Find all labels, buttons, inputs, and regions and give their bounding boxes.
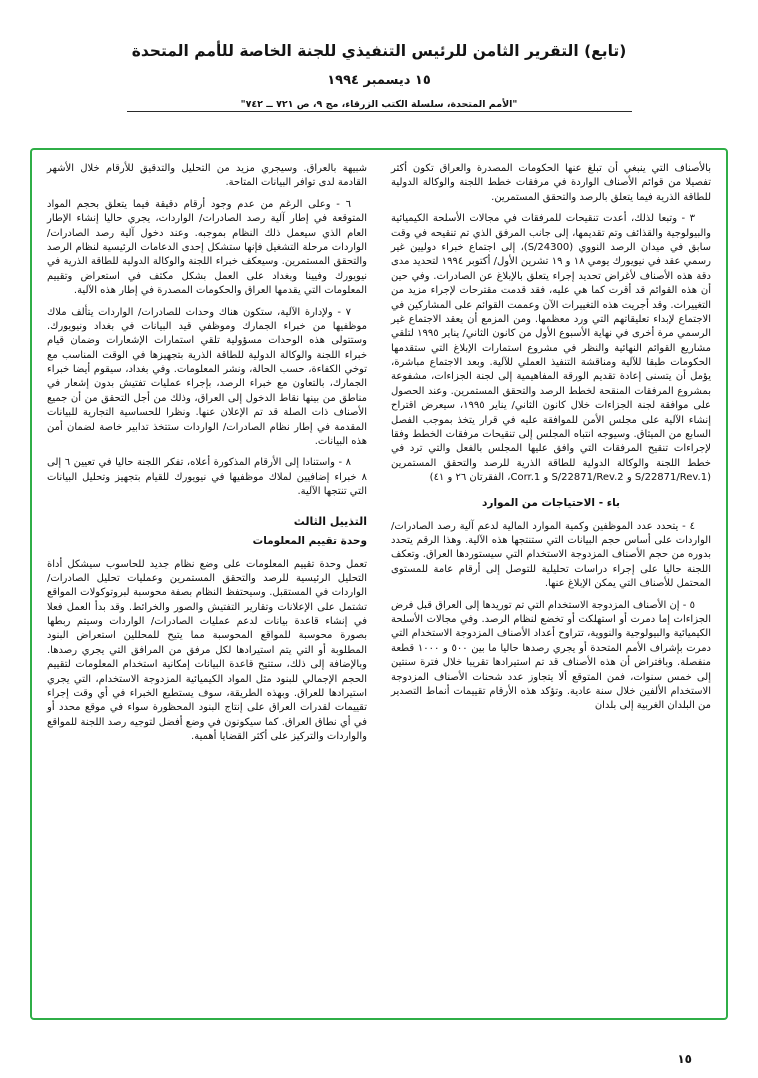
document-source-citation: "الأمم المتحدة، سلسلة الكتب الزرقاء، مج ٩، ص ٧٢١ ــ ٧٤٢" xyxy=(240,99,518,110)
paragraph-continuation-left: شبيهة بالعراق. وسيجري مزيد من التحليل والتدقيق للأرقام خلال الأشهر القادمة لدى توافر البيانات المتاحة. xyxy=(47,163,367,189)
paragraph-8: ٨ - واستنادا إلى الأرقام المذكورة أعلاه، تفكر اللجنة حاليا في تعيين ٦ إلى ٨ خبراء إضافيين لملاك موظفيها في نيويورك للقيام بتجهيز وتحليل البيانات التي تنتجها الآلية. xyxy=(47,457,367,498)
right-column xyxy=(391,162,711,1008)
paragraph-3: ٣ - وتبعا لذلك، أعدت تنقيحات للمرفقات في مجالات الأسلحة الكيميائية والبيولوجية والقذائف وتم تقديمها، إلى جانب المرفق الذي تم تنقيحه في وقت سابق في ميدان الرصد النووي (S/24300)، إلى اجتماع خبراء دوليين غير رسمي عقد في نيويورك يومي ١٨ و ١٩ تشرين الأول/ أكتوبر ١٩٩٤ لتحديد مدى دقة هذه الأصناف لأغراض تحديد إجراء يتعلق بالإبلاغ عن الصادرات. وفي حين أن هذه القوائم قد أقرت كما هي عليه، فقد قدمت مقترحات لإجراء مزيد من التغييرات. وقد أجريت هذه التغييرات الآن وعممت القوائم على المشاركين في الاجتماع لإبداء تعليقاتهم التي ورد معظمها. ومن المزمع أن يعقد الاجتماع غير الرسمي مرة أخرى في نهاية الأسبوع الأول من كانون الثاني/ يناير ١٩٩٥ لتلقي مشاريع القوائم النهائية والنظر في مشروع استمارات الإبلاغ التي ستقدمها الحكومات طبقا للآلية ومناقشة التنفيذ العملي للآلية. وبعد الاجتماع مباشرة، يؤمل أن يتسنى إعادة تقديم الورقة المفاهيمية إلى لجنة الجزاءات، مشفوعة بمشروع المرفقات المنقحة لخطط الرصد والتحقق المستمرين. وعند الحصول على موافقة لجنة الجزاءات خلال كانون الثاني/ يناير ١٩٩٥، سيعرض اقتراح إنشاء الآلية على مجلس الأمن للموافقة عليه في قرار يتخذ بموجب الفصل السابع من الميثاق. وسيوجه انتباه المجلس إلى تنقيحات مرفقات الخطط وفقا لإجراءات تنقيح المرفقات التي وافق عليها المجلس بالفعل والتي ترد في خطط اللجنة والوكالة الدولية للطاقة الذرية للرصد والتحقق المستمرين (S/22871/Rev.1 و S/22871/Rev.2 و Corr.1، الفقرتان ٢٦ و ٤١) xyxy=(391,213,711,484)
paragraph-unit: تعمل وحدة تقييم المعلومات على وضع نظام جديد للحاسوب سيشكل أداة التحليل الرئيسية للرصد والتحقق المستمرين وعمليات تحليل الصادرات/ الواردات في المستقبل. وسيحتفظ النظام بصفة محوسبة لبروتوكولات المواقع تشتمل على الإعلانات وتقارير التفتيش والصور والخرائط. وقد بدأ العمل فعلا في إنشاء قاعدة بيانات لدعم عمليات الصادرات/ الواردات وسيتم ربطها بصورة محوسبة للمواقع المحوسبة مما يتيح للمحللين استعراض البنود المطلوبة أو التي يتم استيرادها لكل مرفق من المرافق التي يجري رصدها. وبالإضافة إلى ذلك، ستتيح قاعدة البيانات إمكانية استخدام المعلومات لتقييم الحجم الإجمالي للبنود مثل المواد الكيميائية المزدوجة الاستخدام، التي يجري استيرادها للعراق. وبهذه الطريقة، سوف يستطيع الخبراء في أي وقت إجراء تقييمات لقدرات العراق على إنتاج البنود المحظورة سواء في موقع محدد أو في أي نطاق العراق. كما سيكونون في وضع أفضل لتوجيه رصد اللجنة للمواقع والواردات والتركيز على أكثر القضايا أهمية. xyxy=(47,558,367,743)
left-column xyxy=(47,162,367,1008)
section-b-heading: باء - الاحتياجات من الموارد xyxy=(482,496,620,509)
document-header xyxy=(0,0,758,112)
paragraph-continuation-right: بالأصناف التي ينبغي أن تبلغ عنها الحكومات المصدرة والعراق تكون أكثر تفصيلا من قوائم الأصناف الواردة في مرفقات خطط اللجنة والوكالة الدولية للطاقة الذرية فيما يتعلق بالرصد والتحقق المستمرين. xyxy=(391,163,711,203)
paragraph-6: ٦ - وعلى الرغم من عدم وجود أرقام دقيقة فيما يتعلق بحجم المواد المتوقعة في إطار آلية رصد الصادرات/ الواردات، يجري حاليا إنشاء الإطار العام الذي سيعمل ذلك النظام بموجبه. وعند دخول آلية رصد الصادرات/ الواردات مرحلة التشغيل فإنها ستشكل إحدى الدعامات الرئيسية لنظام الرصد والتحقق المستمرين. وسيعكف خبراء اللجنة والوكالة الدولية للطاقة الذرية في نيويورك وفيينا وبغداد على العمل بشكل مكثف في استعراض وتقييم المعلومات التي يقدمها العراق والحكومات المصدرة في إطار هذه الآلية. xyxy=(47,198,367,297)
document-date: ١٥ ديسمبر ١٩٩٤ xyxy=(327,73,431,88)
appendix-three-heading: التذييل الثالث xyxy=(293,514,367,528)
page-number: ١٥ xyxy=(677,1052,692,1066)
information-assessment-unit-heading: وحدة تقييم المعلومات xyxy=(252,535,367,548)
document-title: (تابع) التقرير الثامن للرئيس التنفيذي للجنة الخاصة للأمم المتحدة xyxy=(131,42,627,60)
paragraph-7: ٧ - ولإدارة الآلية، ستكون هناك وحدات للصادرات/ الواردات يتألف ملاك موظفيها من خبراء الجمارك وموظفي قيد البيانات في بغداد ونيويورك. وستتولى هذه الوحدات مسؤولية تلقي استمارات الإشعارات وضمان قيام خبراء اللجنة والوكالة الدولية للطاقة الذرية بتجهيزها في الوقت المناسب مع توخي الكفاءة، حسب الحالة، ونشر المعلومات. وفي بغداد، سيقوم أيضا خبراء الجمارك، بالتعاون مع خبراء الرصد، بإجراء عمليات تفتيش بدون إشعار في مناطق من بينها نقاط الدخول إلى العراق، وذلك من أجل التحقق من أن جميع الأصناف ذات الصلة قد تم الإعلان عنها. ونظرا للحساسية التجارية للبيانات المقدمة في إطار نظام الصادرات/ الواردات ستتخذ تدابير خاصة لضمان أمن هذه البيانات. xyxy=(47,306,367,448)
paragraph-4: ٤ - يتحدد عدد الموظفين وكمية الموارد المالية لدعم آلية رصد الصادرات/ الواردات على أساس حجم البيانات التي ستنتجها هذه الآلية. وهذا الرقم يتحدد بدوره من حجم الأصناف المزدوجة الاستخدام التي سيستوردها العراق. وتعكف اللجنة حاليا على إجراء دراسات تحليلية للتوصل إلى أرقام عامة للمستوى المحتمل للأصناف التي يمكن الإبلاغ عنها. xyxy=(391,520,711,590)
content-box xyxy=(30,148,728,1020)
header-rule xyxy=(127,111,632,112)
paragraph-5: ٥ - إن الأصناف المزدوجة الاستخدام التي تم توريدها إلى العراق قبل فرض الجزاءات إما دمرت أو استهلكت أو تخضع لنظام الرصد. وفي مجالات الأسلحة الكيميائية والبيولوجية والنووية، تتراوح أعداد الأصناف المزدوجة الاستخدام التي دمرت بإشراف الأمم المتحدة أو يجري رصدها حاليا ما بين ٥٠٠ و ١٠٠٠ قطعة منفصلة. وبافتراض أن هذه الأصناف قد تم استيرادها تقريبا خلال فترة سنتين إلى خمس سنوات، فمن المتوقع ألا يتجاوز عدد شحنات الأصناف المزدوجة الاستخدام الألفين خلال سنة عادية. وتؤكد هذه الأرقام تقييمات أنماط التصدير من البلدان الغربية إلى بلدان xyxy=(391,599,711,712)
